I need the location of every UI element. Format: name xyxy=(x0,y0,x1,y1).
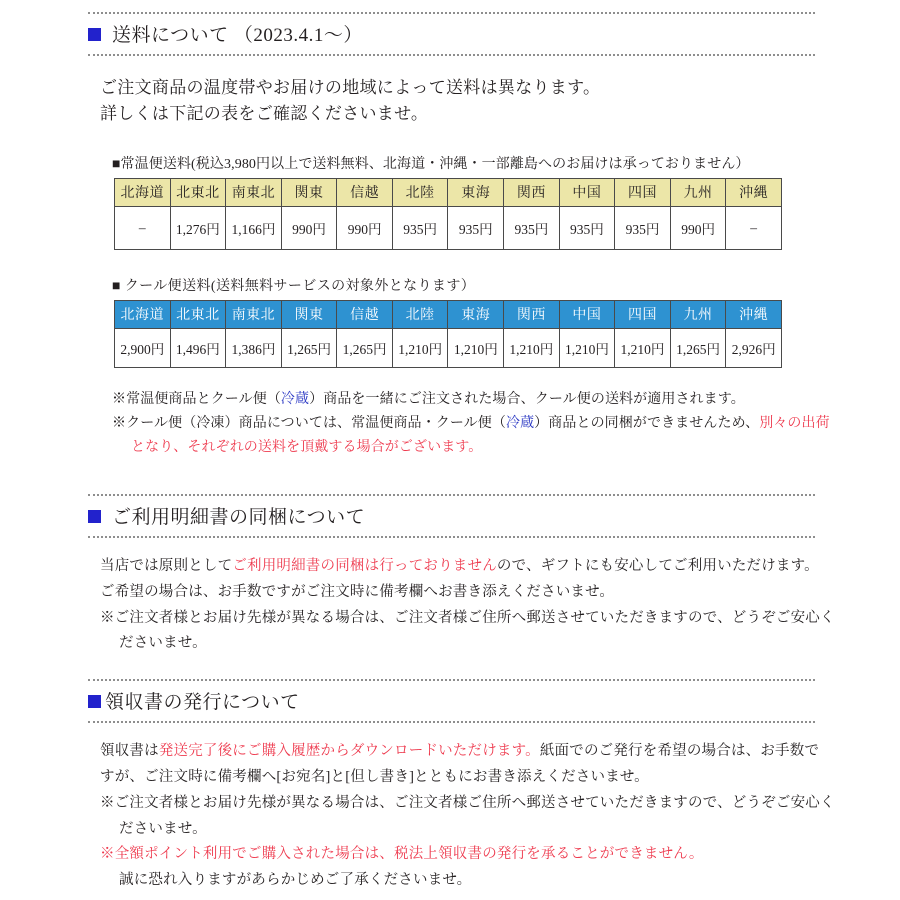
section-spacer xyxy=(0,460,900,494)
receipt-body xyxy=(100,739,900,894)
region-header: 九州 xyxy=(670,300,726,328)
table-row xyxy=(115,206,782,249)
fee-cell: 2,926円 xyxy=(726,328,782,367)
shipping-note-2 xyxy=(112,412,900,436)
region-header: 東海 xyxy=(448,300,504,328)
fee-cell: 1,496円 xyxy=(170,328,226,367)
region-header: 四国 xyxy=(615,300,671,328)
region-header: 北海道 xyxy=(115,178,171,206)
note2-highlight-refrigerated: 冷蔵 xyxy=(505,415,535,431)
shipping-note-1 xyxy=(112,388,900,412)
section-heading-receipt xyxy=(88,679,815,723)
statement-line1-part-b: ので、ギフトにも安心してご利用いただけます。 xyxy=(496,557,819,574)
statement-line-1 xyxy=(100,554,900,580)
fee-cell: 1,265円 xyxy=(670,328,726,367)
statement-line-4: ださいませ。 xyxy=(119,635,207,652)
blue-square-bullet-icon xyxy=(88,695,101,708)
top-spacer xyxy=(0,0,900,12)
fee-cell: 1,210円 xyxy=(615,328,671,367)
blue-square-bullet-icon xyxy=(88,28,101,41)
receipt-line1-highlight: 発送完了後にご購入履歴からダウンロードいただけます。 xyxy=(158,743,540,760)
region-header: 中国 xyxy=(559,300,615,328)
fee-cell: 935円 xyxy=(392,206,448,249)
region-header: 北陸 xyxy=(392,300,448,328)
section-heading-shipping xyxy=(88,12,815,56)
table-row xyxy=(115,328,782,367)
warm-table-caption: ■常温便送料(税込3,980円以上で送料無料、北海道・沖縄・一部離島へのお届けは承っておりません） xyxy=(112,156,750,172)
cool-table-caption: ■ クール便送料(送料無料サービスの対象外となります） xyxy=(112,278,476,294)
region-header: 沖縄 xyxy=(726,300,782,328)
receipt-line-3: ※ご注文者様とお届け先様が異なる場合は、ご注文者様ご住所へ郵送させていただきますので、どうぞご安心く xyxy=(100,794,835,811)
note1-part-b: ）商品を一緒にご注文された場合、クール便の送料が適用されます。 xyxy=(309,391,745,407)
region-header: 四国 xyxy=(615,178,671,206)
statement-line1-highlight: ご利用明細書の同梱は行っておりません xyxy=(232,557,497,574)
fee-cell: 990円 xyxy=(337,206,393,249)
fee-cell: 935円 xyxy=(448,206,504,249)
receipt-line-5: ※全額ポイント利用でご購入された場合は、税法上領収書の発行を承ることができません。 xyxy=(100,846,704,863)
region-header: 関東 xyxy=(281,300,337,328)
cool-shipping-fee-table xyxy=(114,300,782,368)
fee-cell: 990円 xyxy=(670,206,726,249)
fee-cell: – xyxy=(115,206,171,249)
statement-line-3: ※ご注文者様とお届け先様が異なる場合は、ご注文者様ご住所へ郵送させていただきますので、どうぞご安心く xyxy=(100,609,835,626)
fee-cell: 935円 xyxy=(559,206,615,249)
shipping-lead-text xyxy=(100,75,900,128)
note1-highlight-refrigerated: 冷蔵 xyxy=(280,391,310,407)
shipping-lead-line-1: ご注文商品の温度帯やお届けの地域によって送料は異なります。 xyxy=(100,78,601,97)
note1-part-a: ※常温便商品とクール便（ xyxy=(112,391,281,407)
region-header: 南東北 xyxy=(226,300,282,328)
section-heading-statement xyxy=(88,494,815,538)
warm-shipping-fee-table xyxy=(114,178,782,250)
fee-cell: 1,210円 xyxy=(559,328,615,367)
receipt-line-2: すが、ご注文時に備考欄へ[お宛名]と[但し書き]とともにお書き添えくださいませ。 xyxy=(100,768,649,785)
region-header: 関西 xyxy=(504,300,560,328)
fee-cell: 935円 xyxy=(615,206,671,249)
region-header: 北東北 xyxy=(170,300,226,328)
receipt-line1-part-a: 領収書は xyxy=(100,743,159,760)
fee-cell: 1,210円 xyxy=(504,328,560,367)
fee-cell: 990円 xyxy=(281,206,337,249)
region-header: 関西 xyxy=(504,178,560,206)
shipping-notes xyxy=(112,388,900,460)
fee-cell: 2,900円 xyxy=(115,328,171,367)
blue-square-bullet-icon xyxy=(88,510,101,523)
region-header: 信越 xyxy=(337,178,393,206)
receipt-line-6: 誠に恐れ入りますがあらかじめご了承くださいませ。 xyxy=(119,872,472,889)
fee-cell: – xyxy=(726,206,782,249)
fee-cell: 1,265円 xyxy=(337,328,393,367)
shipping-note-2-continued: となり、それぞれの送料を頂戴する場合がございます。 xyxy=(131,439,483,455)
receipt-line1-part-b: 紙面でのご発行を希望の場合は、お手数で xyxy=(539,743,820,760)
receipt-line-4: ださいませ。 xyxy=(119,820,207,837)
section-spacer xyxy=(0,657,900,679)
table-header-row xyxy=(115,178,782,206)
fee-cell: 1,386円 xyxy=(226,328,282,367)
region-header: 関東 xyxy=(281,178,337,206)
region-header: 北東北 xyxy=(170,178,226,206)
fee-cell: 1,166円 xyxy=(226,206,282,249)
note2-part-b: ）商品との同梱ができませんため、 xyxy=(534,415,760,431)
fee-cell: 1,210円 xyxy=(392,328,448,367)
fee-cell: 1,276円 xyxy=(170,206,226,249)
region-header: 東海 xyxy=(448,178,504,206)
statement-body xyxy=(100,554,900,657)
section-title-receipt: 領収書の発行について xyxy=(105,692,300,714)
region-header: 中国 xyxy=(559,178,615,206)
section-title-shipping: 送料について （2023.4.1～） xyxy=(112,25,363,46)
region-header: 南東北 xyxy=(226,178,282,206)
note2-part-a: ※クール便（冷凍）商品については、常温便商品・クール便（ xyxy=(112,415,506,431)
statement-line-2: ご希望の場合は、お手数ですがご注文時に備考欄へお書き添えくださいませ。 xyxy=(100,583,615,600)
receipt-line-1 xyxy=(100,739,900,765)
statement-line1-part-a: 当店では原則として xyxy=(100,557,233,574)
region-header: 北海道 xyxy=(115,300,171,328)
region-header: 沖縄 xyxy=(726,178,782,206)
region-header: 北陸 xyxy=(392,178,448,206)
table-header-row xyxy=(115,300,782,328)
fee-cell: 1,265円 xyxy=(281,328,337,367)
note2-highlight-separate-shipment: 別々の出荷 xyxy=(759,415,830,431)
region-header: 信越 xyxy=(337,300,393,328)
section-title-statement: ご利用明細書の同梱について xyxy=(112,506,366,528)
fee-cell: 935円 xyxy=(504,206,560,249)
region-header: 九州 xyxy=(670,178,726,206)
shipping-lead-line-2: 詳しくは下記の表をご確認くださいませ。 xyxy=(100,104,429,124)
fee-cell: 1,210円 xyxy=(448,328,504,367)
